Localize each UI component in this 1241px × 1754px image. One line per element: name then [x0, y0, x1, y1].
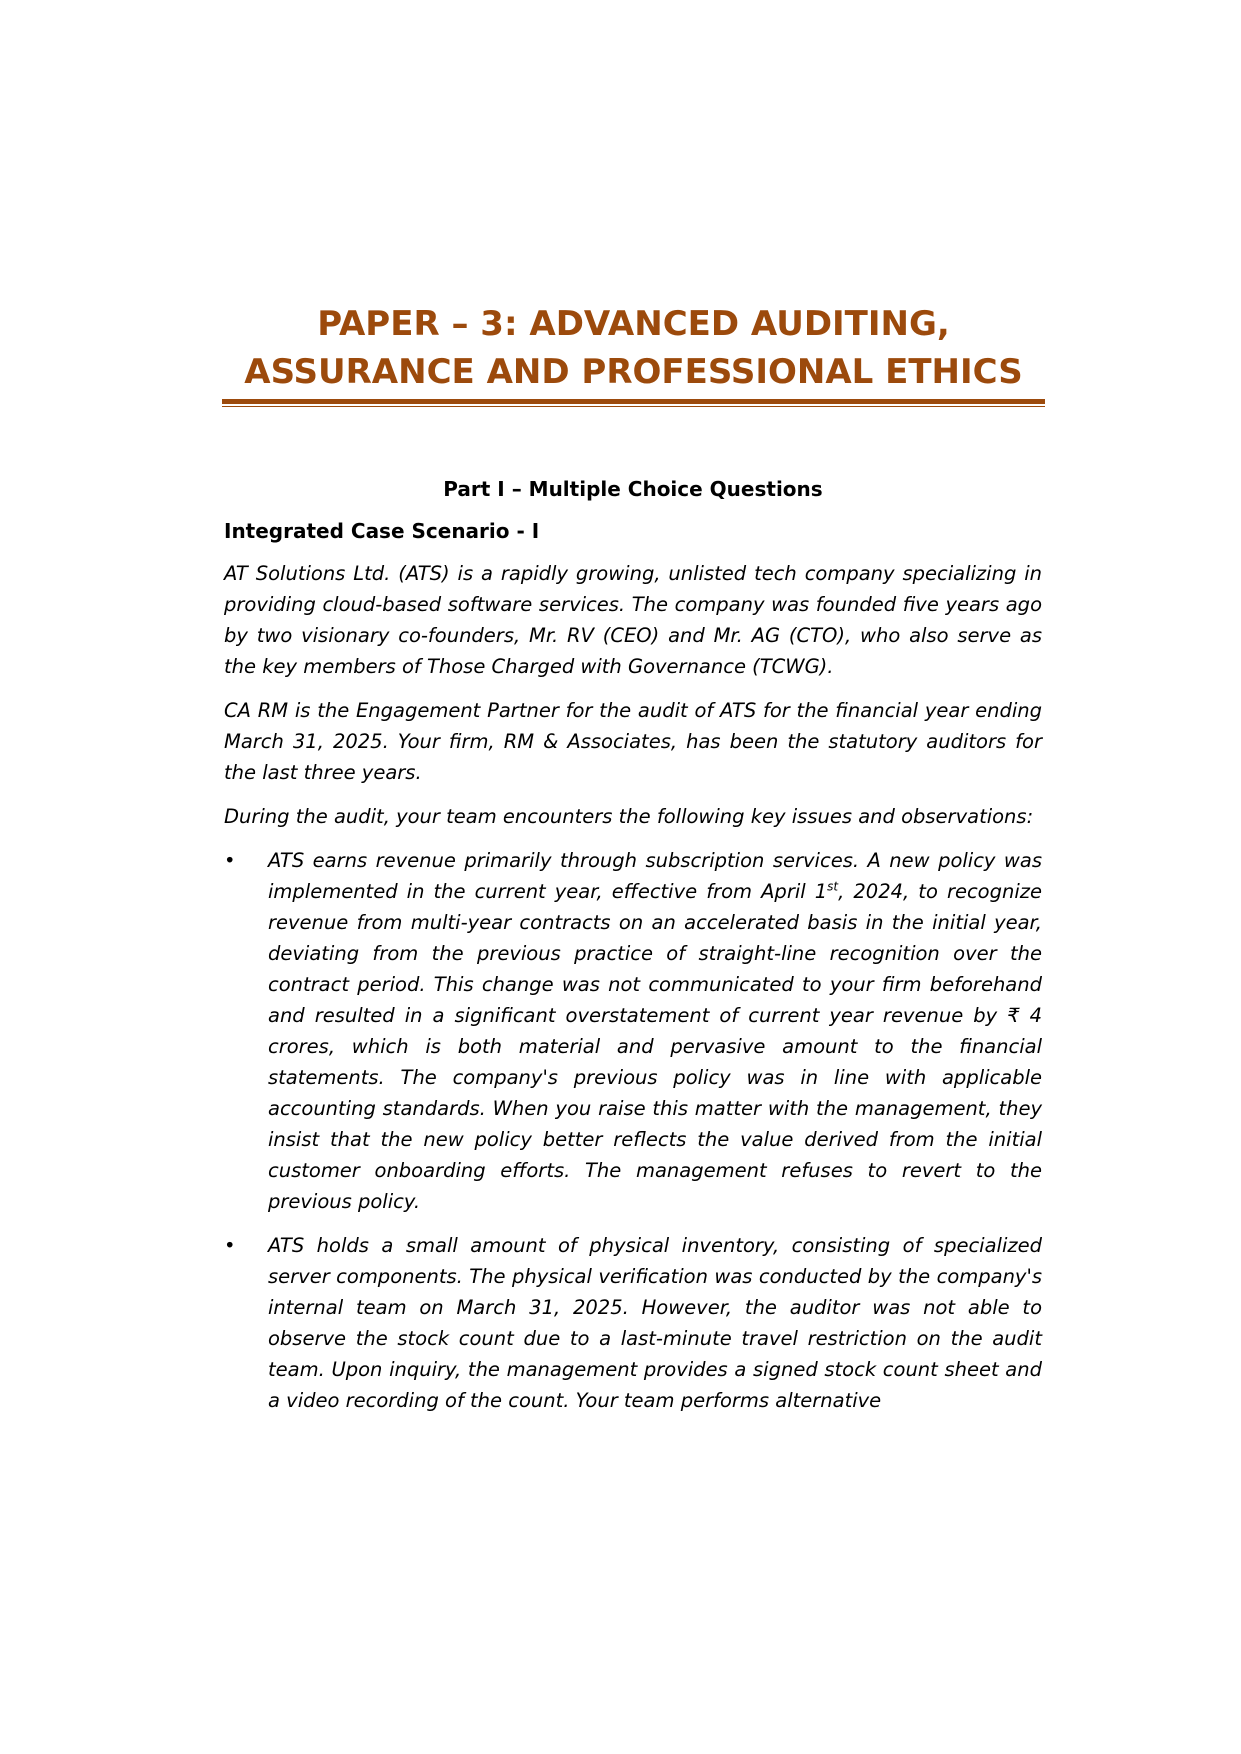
- issue-revenue-text-start: ATS earns revenue primarily through subscription services. A new policy was implemented in the current year, effective from April 1: [268, 849, 1042, 903]
- paragraph-intro: AT Solutions Ltd. (ATS) is a rapidly growing, unlisted tech company specializing in providing cloud-based software services. The company was founded five years ago by two visionary co-founders, Mr. RV (CEO) and Mr. AG (CTO), who also serve as the key members of Those Charged with Governance (TCWG).: [224, 562, 1042, 678]
- document-body: [224, 474, 1042, 1429]
- paper-title-line-2: ASSURANCE AND PROFESSIONAL ETHICS: [244, 352, 1023, 392]
- issue-text-inventory: ATS holds a small amount of physical inventory, consisting of specialized server components. The physical verification was conducted by the company's internal team on March 31, 2025. However, the auditor was not able to observe the stock count due to a last-minute travel restriction on the audit team. Upon inquiry, the management provides a signed stock count sheet and a video recording of the count. Your team performs alternative: [268, 1234, 1042, 1412]
- issue-item-revenue: [224, 845, 1042, 1217]
- issues-list: [224, 845, 1042, 1416]
- issue-text-revenue: [268, 845, 1042, 1217]
- bullet-icon: •: [224, 1234, 236, 1257]
- case-scenario-heading: Integrated Case Scenario - I: [224, 519, 540, 543]
- paragraph-engagement: CA RM is the Engagement Partner for the audit of ATS for the financial year ending March 31, 2025. Your firm, RM & Associates, has been the statutory auditors for the last three years.: [224, 699, 1042, 784]
- paper-title: [222, 300, 1045, 396]
- title-underline-thick: [222, 399, 1045, 404]
- issue-item-inventory: [224, 1230, 1042, 1416]
- bullet-icon: •: [224, 849, 236, 872]
- part-heading: Part I – Multiple Choice Questions: [443, 477, 823, 501]
- issue-revenue-text-end: , 2024, to recognize revenue from multi-year contracts on an accelerated basis in the initial year, deviating from the previous practice of straight-line recognition over the contract period. This change was not communicated to your firm beforehand and resulted in a significant overstatement of current year revenue by ₹ 4 crores, which is both material and pervasive amount to the financial statements. The company's previous policy was in line with applicable accounting standards. When you raise this matter with the management, they insist that the new policy better reflects the value derived from the initial customer onboarding efforts. The management refuses to revert to the previous policy.: [268, 880, 1042, 1213]
- title-underline-thin: [222, 406, 1045, 407]
- paper-title-line-1: PAPER – 3: ADVANCED AUDITING,: [317, 304, 950, 344]
- ordinal-suffix: st: [827, 879, 839, 894]
- paragraph-issues-lead: During the audit, your team encounters the following key issues and observations:: [224, 805, 1034, 828]
